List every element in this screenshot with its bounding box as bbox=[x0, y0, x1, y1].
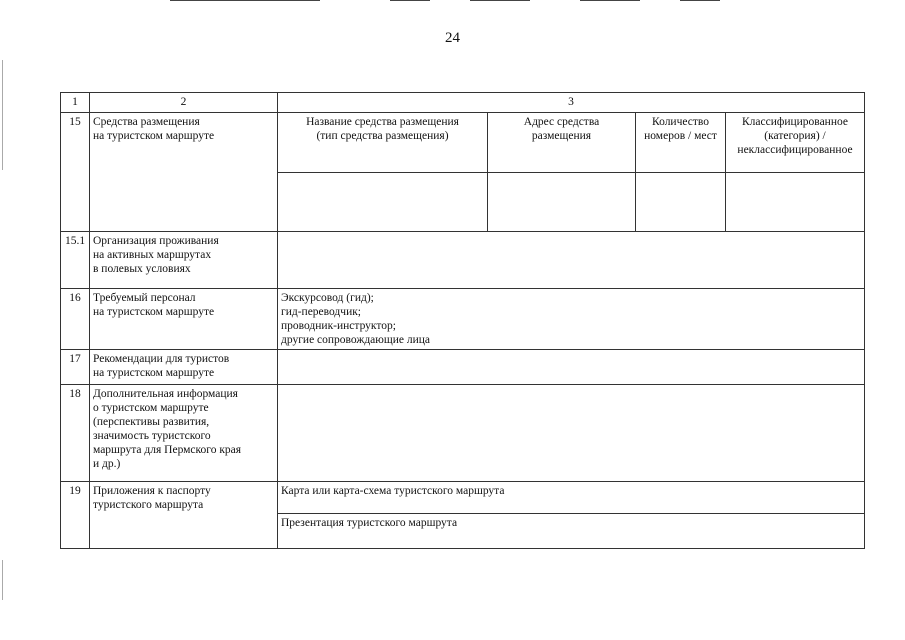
header-col-3: 3 bbox=[278, 93, 865, 113]
row-label: Требуемый персонал на туристском маршруте bbox=[90, 289, 278, 350]
scan-mark bbox=[470, 0, 530, 1]
table-header-row bbox=[61, 93, 865, 113]
header-col-2: 2 bbox=[90, 93, 278, 113]
row-value bbox=[278, 232, 865, 289]
row-label: Дополнительная информация о туристском маршруте (перспективы развития, значимость туристского маршрута для Пермского края и др.) bbox=[90, 385, 278, 482]
row-value bbox=[278, 350, 865, 385]
classification-header: Классифицированное (категория) / неклассифицированное bbox=[726, 113, 865, 173]
scan-mark bbox=[390, 0, 430, 1]
row-number: 17 bbox=[61, 350, 90, 385]
page-number: 24 bbox=[445, 30, 460, 46]
row-number: 18 bbox=[61, 385, 90, 482]
empty-cell bbox=[636, 173, 726, 232]
scan-edge bbox=[2, 560, 3, 600]
row-number: 15 bbox=[61, 113, 90, 232]
route-passport-table bbox=[60, 92, 865, 549]
row-label: Приложения к паспорту туристского маршрута bbox=[90, 482, 278, 549]
scan-mark bbox=[680, 0, 720, 1]
scan-edge bbox=[2, 60, 3, 170]
scan-mark bbox=[170, 0, 320, 1]
accommodation-address-header: Адрес средства размещения bbox=[488, 113, 636, 173]
row-value bbox=[278, 385, 865, 482]
table-row-17 bbox=[61, 350, 865, 385]
table-row-15 bbox=[61, 113, 865, 173]
empty-cell bbox=[726, 173, 865, 232]
row-number: 15.1 bbox=[61, 232, 90, 289]
row-value: Карта или карта-схема туристского маршрута bbox=[278, 482, 865, 514]
table-row-19 bbox=[61, 482, 865, 514]
table-row-18 bbox=[61, 385, 865, 482]
scan-mark bbox=[580, 0, 640, 1]
empty-cell bbox=[278, 173, 488, 232]
table-row-16 bbox=[61, 289, 865, 350]
row-label: Средства размещения на туристском маршруте bbox=[90, 113, 278, 232]
row-value: Презентация туристского маршрута bbox=[278, 514, 865, 549]
row-label: Организация проживания на активных маршрутах в полевых условиях bbox=[90, 232, 278, 289]
rooms-count-header: Количество номеров / мест bbox=[636, 113, 726, 173]
row-number: 19 bbox=[61, 482, 90, 549]
row-value: Экскурсовод (гид); гид-переводчик; проводник-инструктор; другие сопровождающие лица bbox=[278, 289, 865, 350]
row-number: 16 bbox=[61, 289, 90, 350]
accommodation-name-header: Название средства размещения (тип средства размещения) bbox=[278, 113, 488, 173]
empty-cell bbox=[488, 173, 636, 232]
row-label: Рекомендации для туристов на туристском маршруте bbox=[90, 350, 278, 385]
table-row-15-1 bbox=[61, 232, 865, 289]
header-col-1: 1 bbox=[61, 93, 90, 113]
